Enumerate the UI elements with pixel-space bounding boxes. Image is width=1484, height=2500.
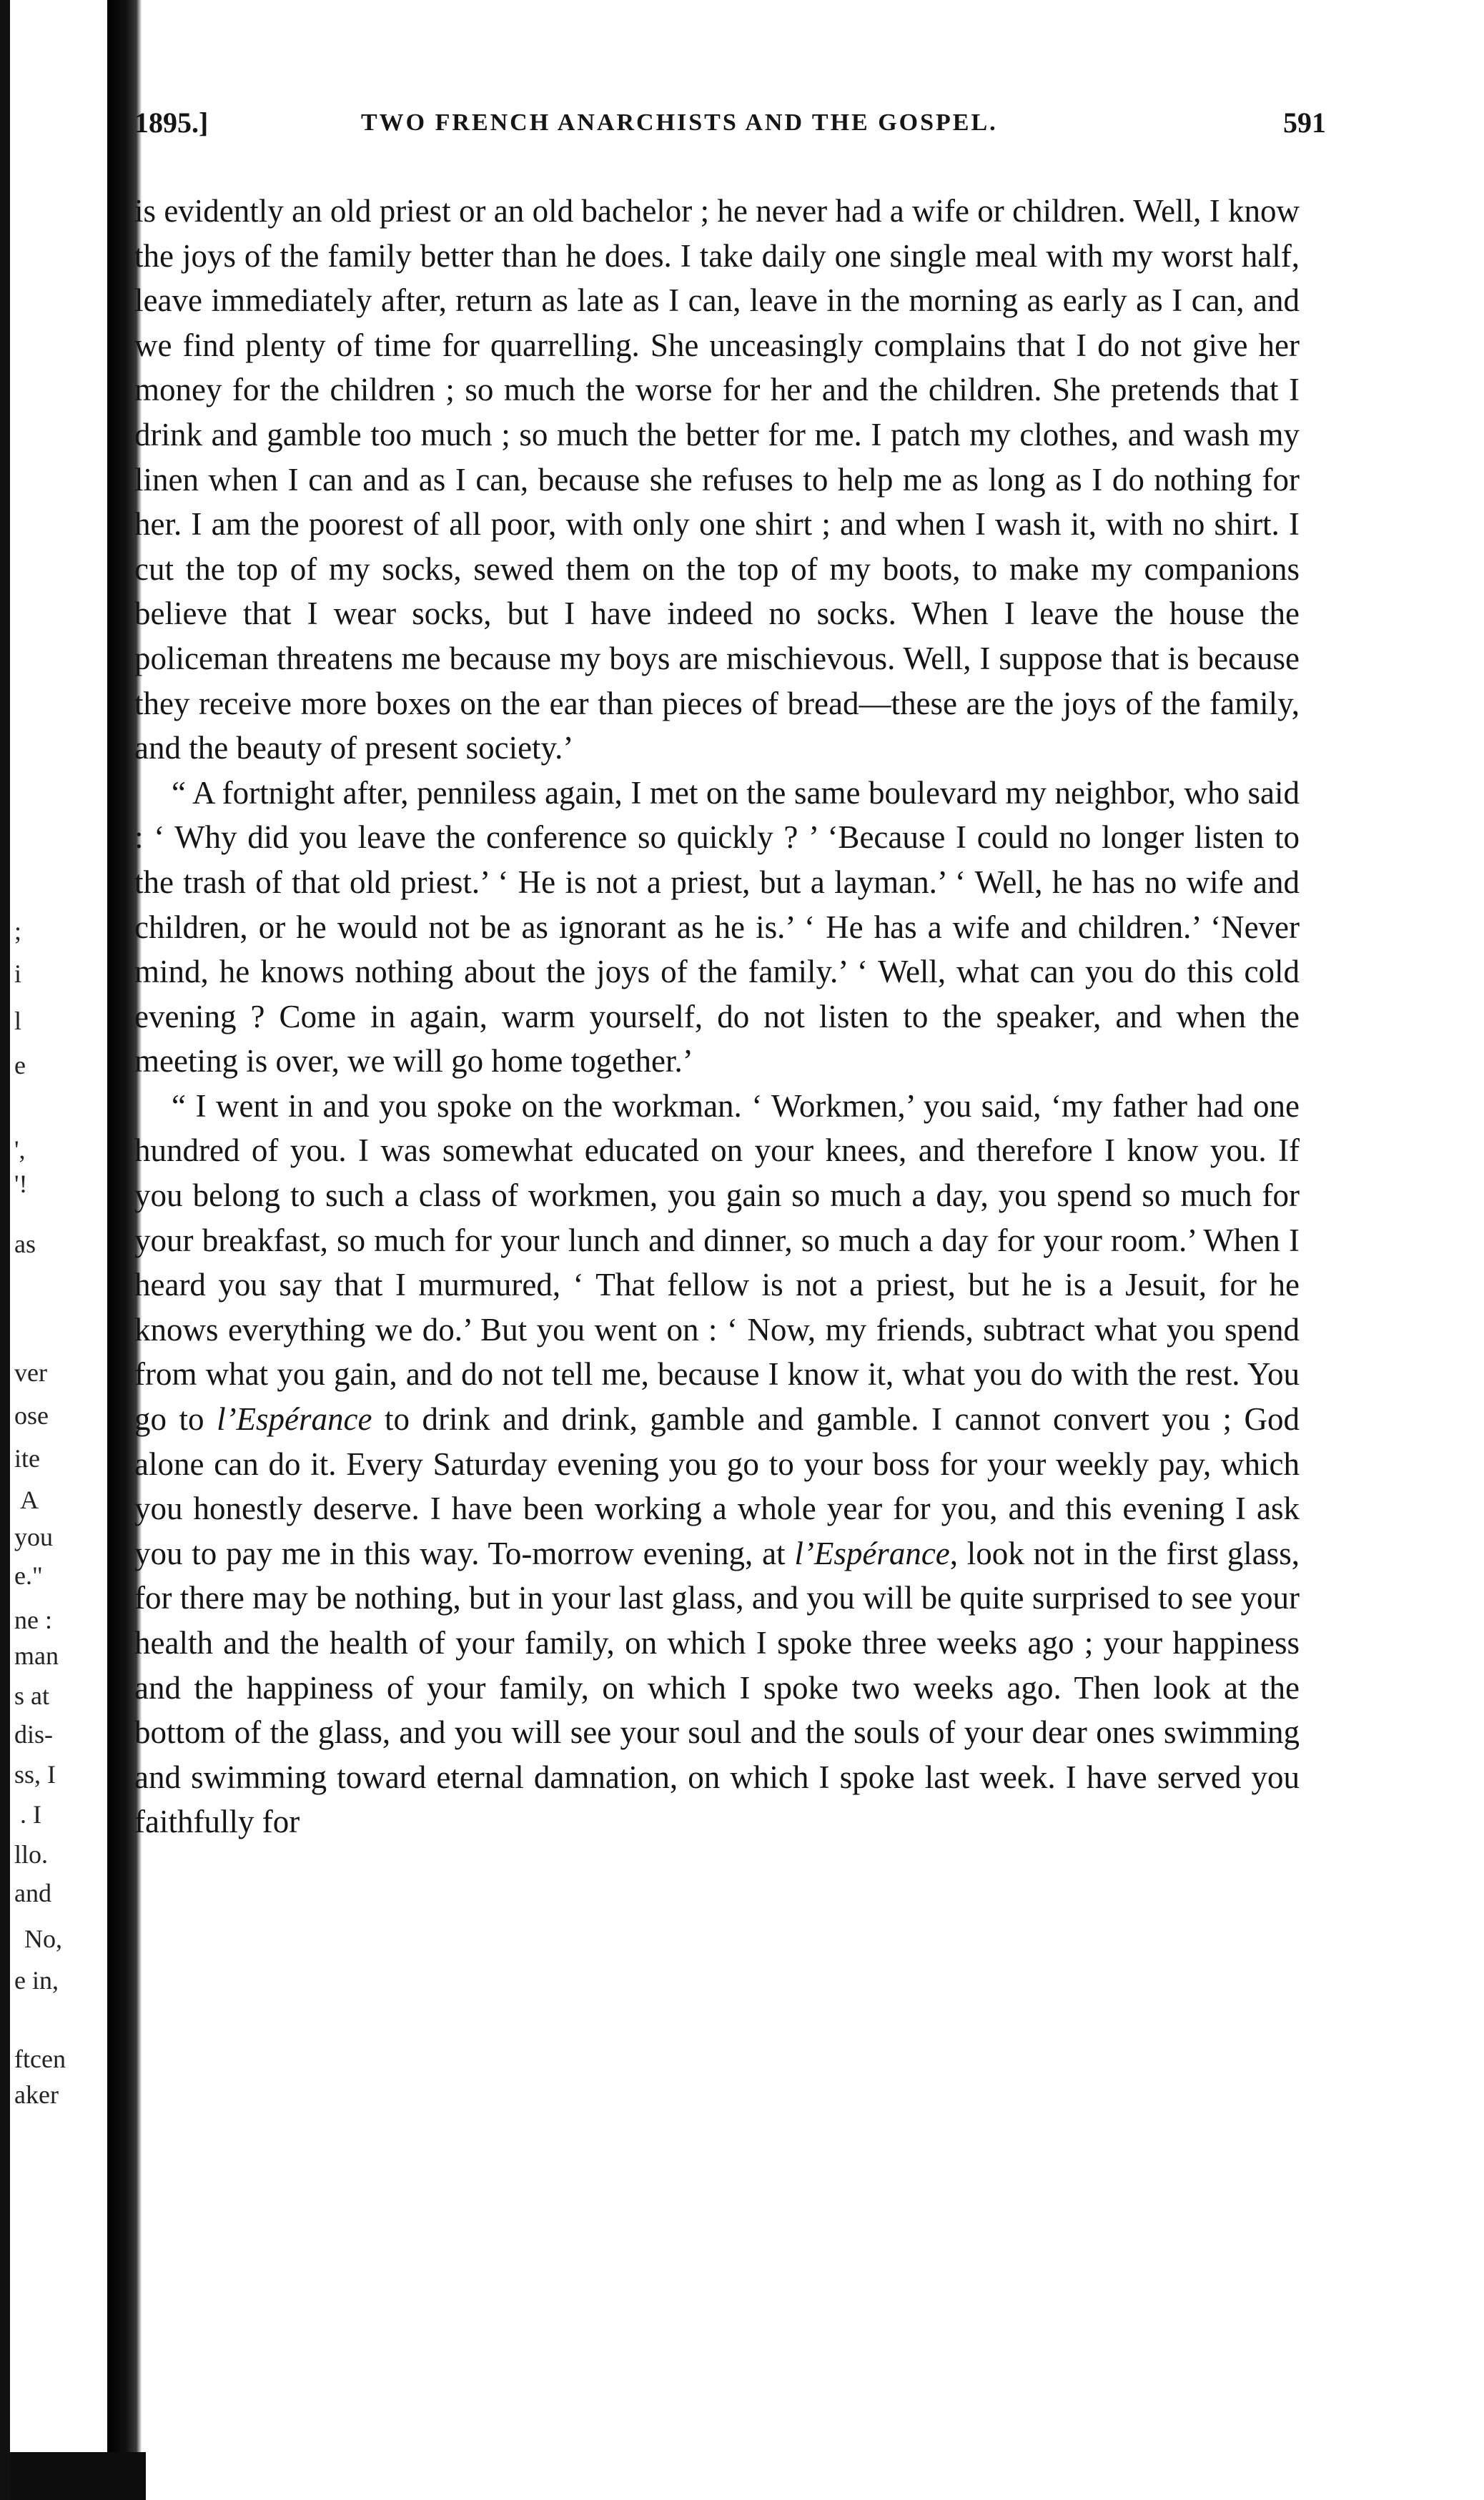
margin-fragment: i: [14, 959, 22, 988]
margin-fragment: e.": [14, 1561, 43, 1590]
margin-fragment: '!: [14, 1170, 28, 1198]
margin-fragment: e in,: [14, 1966, 59, 1995]
margin-fragment: ftcen: [14, 2045, 66, 2073]
margin-fragment: No,: [24, 1925, 62, 1953]
margin-fragment: ver: [14, 1358, 47, 1387]
margin-fragment: man: [14, 1641, 59, 1670]
scan-bottom-shadow: [10, 2452, 146, 2500]
margin-fragment: A: [20, 1486, 39, 1514]
paragraph-1: [134, 189, 1300, 771]
margin-fragment: e: [14, 1051, 26, 1079]
text-run: “ I went in and you spoke on the workman. ‘ Workmen,’ you said, ‘my father had one hundred of you. I was somewhat educated on your knees, and therefore I know you. If you belong to such a class of workmen, you gain so much a day, you spend so much for your breakfast, so much for your lunch and dinner, so much a day for your room.’ When I heard you say that I murmured, ‘ That fellow is not a priest, but he is a Jesuit, for he knows everything we do.’ But you went on : ‘ Now, my friends, subtract what you spend from what you gain, and do not tell me, because I know it, what you do with the rest. You go to: [134, 1087, 1300, 1438]
margin-fragment: ne :: [14, 1606, 52, 1634]
margin-fragment: s at: [14, 1681, 49, 1710]
margin-fragment: llo.: [14, 1840, 49, 1869]
running-head-title: TWO FRENCH ANARCHISTS AND THE GOSPEL.: [361, 109, 998, 136]
page-number: 591: [1283, 107, 1326, 139]
text-run: to drink and drink, gamble and gamble. I cannot convert you ; God alone can do it. Every Saturday evening you go to your boss for your weekly pay, which you honestly deserve. I have been working a whole year for you, and this evening I ask you to pay me in this way. To-morrow evening, at: [134, 1401, 1300, 1571]
margin-fragment: dis-: [14, 1720, 53, 1749]
margin-fragment: ose: [14, 1401, 49, 1430]
text-run: “ A fortnight after, penniless again, I met on the same boulevard my neighbor, who said : ‘ Why did you leave the conference so quickly ? ’ ‘Because I could no longer listen to the trash of that old priest.’ ‘ He is not a priest, but a layman.’ ‘ Well, he has no wife and children, or he would not be as ignorant as he is.’ ‘ He has a wife and children.’ ‘Never mind, he knows nothing about the joys of the family.’ ‘ Well, what can you do this cold evening ? Come in again, warm yourself, do not listen to the speaker, and when the meeting is over, we will go home together.’: [134, 774, 1300, 1079]
margin-fragment: . I: [20, 1800, 41, 1829]
margin-fragment: ite: [14, 1444, 40, 1473]
italic-run: l’Espérance: [217, 1401, 372, 1438]
paragraph-3: [134, 1084, 1300, 1844]
running-head-year: 1895.]: [134, 107, 209, 139]
left-scan-edge: [0, 0, 10, 2500]
margin-fragment: l: [14, 1007, 22, 1035]
margin-fragment: ;: [14, 916, 22, 945]
text-run: , look not in the first glass, for there may be nothing, but in your last glass, and you will be quite surprised to see your health and the health of your family, on which I spoke three weeks ago ; your happiness and the happiness of your family, on which I spoke two weeks ago. Then look at the bottom of the glass, and you will see your soul and the souls of your dear ones swimming and swimming toward eternal damnation, on which I spoke last week. I have served you faithfully for: [134, 1535, 1300, 1840]
margin-fragment: aker: [14, 2080, 59, 2109]
body-text: [134, 189, 1300, 1844]
text-run: is evidently an old priest or an old bachelor ; he never had a wife or children. Well, I know the joys of the family better than he does. I take daily one single meal with my worst half, leave immediately after, return as late as I can, leave in the morning as early as I can, and we find plenty of time for quarrelling. She unceasingly complains that I do not give her money for the children ; so much the worse for her and the children. She pretends that I drink and gamble too much ; so much the better for me. I patch my clothes, and wash my linen when I can and as I can, because she refuses to help me as long as I do nothing for her. I am the poorest of all poor, with only one shirt ; and when I wash it, with no shirt. I cut the top of my socks, sewed them on the top of my boots, to make my companions believe that I wear socks, but I have indeed no socks. When I leave the house the policeman threatens me because my boys are mischievous. Well, I suppose that is because they receive more boxes on the ear than pieces of bread—these are the joys of the family, and the beauty of present society.’: [134, 193, 1300, 766]
margin-fragment: as: [14, 1230, 36, 1258]
margin-fragment: ss, I: [14, 1760, 56, 1789]
paragraph-2: [134, 771, 1300, 1084]
margin-fragment: you: [14, 1523, 53, 1551]
italic-run: l’Espérance: [794, 1535, 950, 1571]
margin-fragment: ',: [14, 1135, 26, 1164]
margin-fragment: and: [14, 1879, 51, 1907]
